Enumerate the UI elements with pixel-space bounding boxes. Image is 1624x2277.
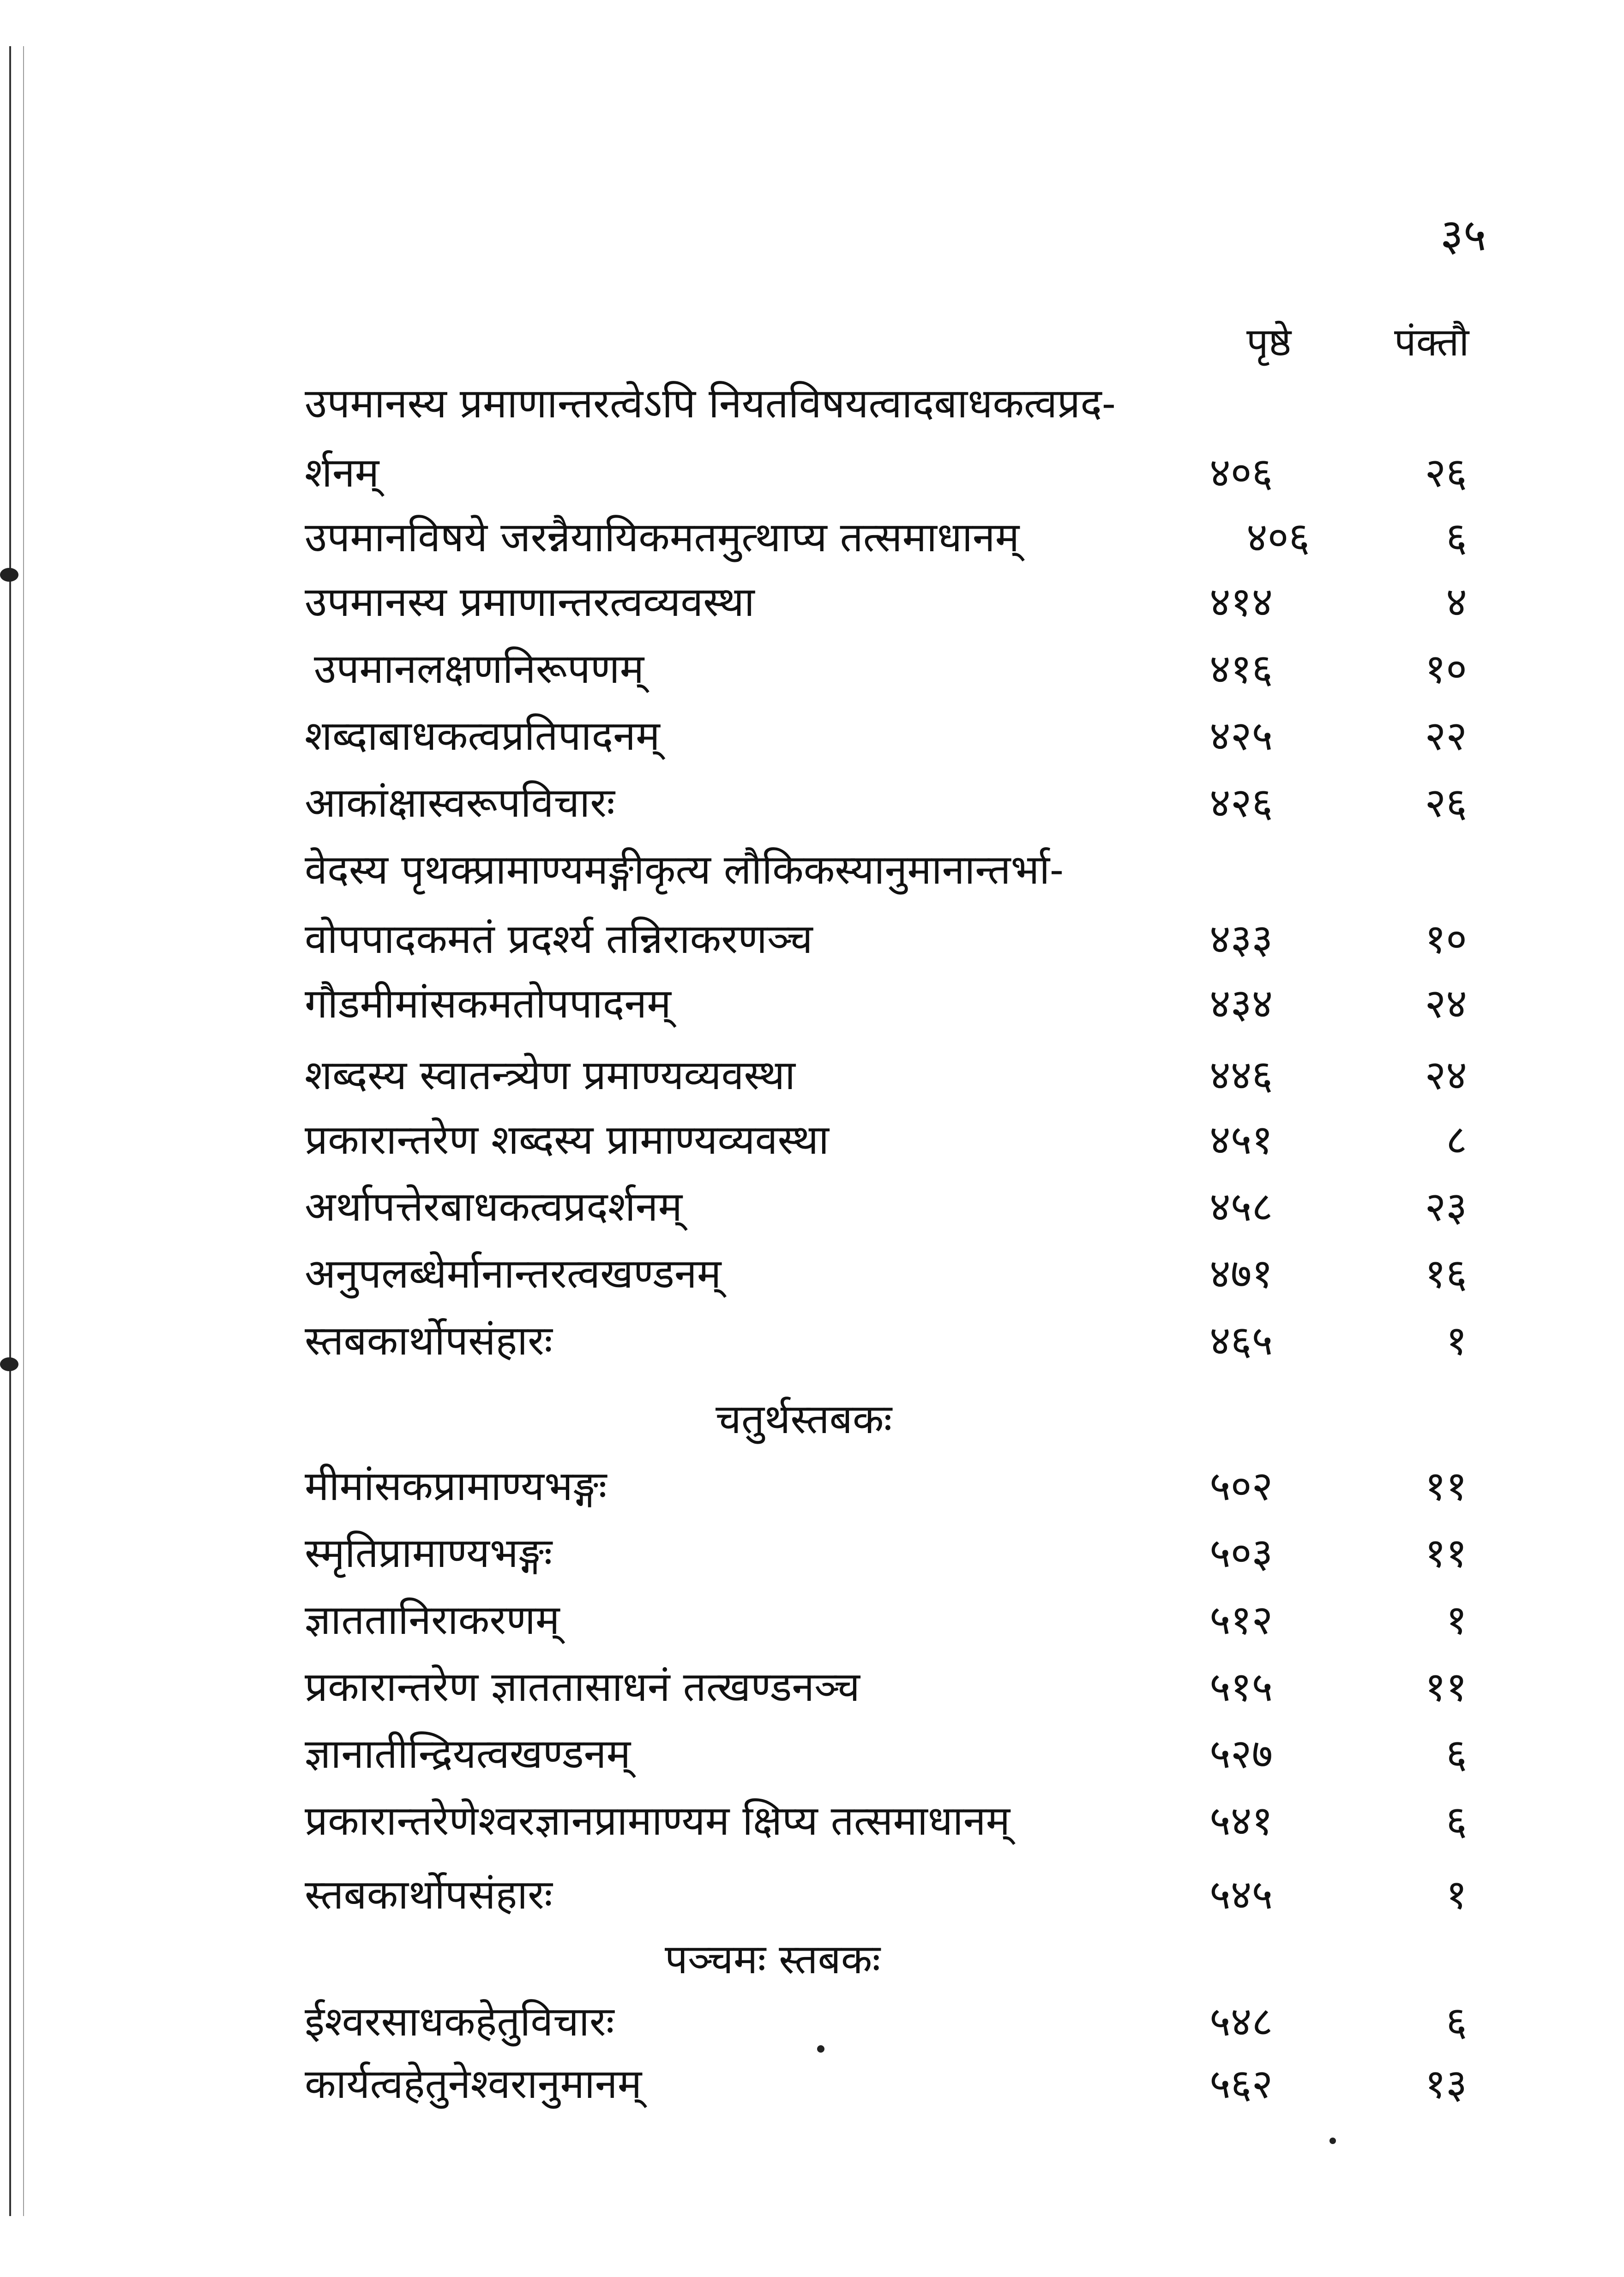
- toc-entry-title: ज्ञाततानिराकरणम्: [305, 1596, 560, 1644]
- toc-entry-title: शब्दस्य स्वातन्त्र्येण प्रमाण्यव्यवस्था: [305, 1051, 795, 1099]
- toc-entry-title: उपमानस्य प्रमाणान्तरत्वव्यवस्था: [305, 578, 755, 626]
- page-number: ३५: [1440, 209, 1486, 261]
- toc-entry-line: २३: [1425, 1183, 1467, 1230]
- toc-entry: [0, 1457, 1624, 1526]
- toc-entry-page: ४५८: [1209, 1183, 1273, 1230]
- toc-entry-line: २४: [1425, 980, 1467, 1027]
- toc-entry-title: गौडमीमांसकमतोपपादनम्: [305, 980, 671, 1027]
- toc-entry-line: २४: [1425, 1051, 1467, 1099]
- toc-entry-title: उपमानविषये जरन्नैयायिकमतमुत्थाप्य तत्समाधानम्: [305, 513, 1020, 561]
- toc-entry-page: ४१६: [1209, 645, 1273, 693]
- toc-entry: [0, 706, 1624, 776]
- toc-entry-page: ५४१: [1209, 1797, 1273, 1844]
- toc-entry: [0, 639, 1624, 709]
- toc-entry-line: १३: [1425, 2060, 1467, 2108]
- toc-entry: [0, 1992, 1624, 2061]
- toc-entry: [0, 1177, 1624, 1247]
- toc-entry-line: १६: [1425, 1250, 1467, 1297]
- toc-entry-title: स्मृतिप्रामाण्यभङ्गः: [305, 1529, 553, 1577]
- toc-entry-page: ४२६: [1209, 779, 1273, 826]
- toc-entry: [0, 1524, 1624, 1593]
- toc-entry-line: २६: [1425, 779, 1467, 826]
- toc-entry: [0, 1311, 1624, 1380]
- toc-entry-line: ११: [1425, 1663, 1467, 1711]
- toc-entry-title-line1: वेदस्य पृथक्प्रामाण्यमङ्गीकृत्य लौकिकस्यानुमानान्तर्भा-: [305, 846, 1064, 893]
- toc-entry: [0, 1724, 1624, 1794]
- toc-entry-line: १: [1446, 1596, 1467, 1644]
- toc-entry-line: १०: [1425, 645, 1467, 693]
- toc-entry-page: ४०६: [1246, 513, 1310, 561]
- toc-entry-line: १: [1446, 1871, 1467, 1918]
- toc-entry: [0, 974, 1624, 1043]
- toc-entry: [0, 1865, 1624, 1934]
- toc-entry-cont: [0, 443, 1624, 512]
- toc-entry-page: ४०६: [1209, 449, 1273, 496]
- toc-entry-title: प्रकारान्तरेणेश्वरज्ञानप्रामाण्यम क्षिप्य तत्समाधानम्: [305, 1797, 1010, 1844]
- toc-entry-page: ५१२: [1209, 1596, 1273, 1644]
- section-title: चतुर्थस्तबकः: [716, 1395, 892, 1443]
- toc-entry-page: ५२७: [1209, 1730, 1273, 1777]
- toc-entry-page: ५१५: [1209, 1663, 1273, 1711]
- toc-entry-title: अर्थापत्तेरबाधकत्वप्रदर्शनम्: [305, 1183, 683, 1230]
- toc-entry-page: ४१४: [1209, 578, 1273, 626]
- toc-entry-title: ईश्वरसाधकहेतुविचारः: [305, 1998, 614, 2045]
- toc-entry-title: शब्दाबाधकत्वप्रतिपादनम्: [305, 712, 660, 759]
- toc-entry-page: ४४६: [1209, 1051, 1273, 1099]
- toc-entry-page: ४७१: [1209, 1250, 1273, 1297]
- toc-entry-line: ६: [1446, 1998, 1467, 2045]
- toc-entry-line: ८: [1446, 1116, 1467, 1163]
- toc-entry-line: १: [1446, 1317, 1467, 1364]
- toc-entry-title: उपमानलक्षणनिरूपणम्: [314, 645, 644, 693]
- toc-entry: [0, 374, 1624, 443]
- toc-entry: [0, 1110, 1624, 1180]
- toc-entry-line: १०: [1425, 915, 1467, 963]
- toc-entry-page: ४६५: [1209, 1317, 1273, 1364]
- column-header-line: पंक्तौ: [1394, 319, 1469, 365]
- toc-entry-title: कार्यत्वहेतुनेश्वरानुमानम्: [305, 2060, 642, 2108]
- toc-entry-page: ४३३: [1209, 915, 1273, 963]
- toc-entry-title: अनुपलब्धेर्मानान्तरत्वखण्डनम्: [305, 1250, 722, 1297]
- toc-entry-line: ११: [1425, 1462, 1467, 1510]
- toc-entry: [0, 2054, 1624, 2124]
- toc-entry-page: ५४८: [1209, 1998, 1273, 2045]
- section-heading: [0, 1930, 1624, 1999]
- toc-entry-page: ४५१: [1209, 1116, 1273, 1163]
- toc-entry: [0, 1046, 1624, 1115]
- toc-entry: [0, 572, 1624, 642]
- toc-entry-page: ५०२: [1209, 1462, 1273, 1510]
- toc-entry-title: स्तबकार्थोपसंहारः: [305, 1871, 553, 1918]
- toc-entry-title: प्रकारान्तरेण शब्दस्य प्रामाण्यव्यवस्था: [305, 1116, 829, 1163]
- toc-entry-line: ११: [1425, 1529, 1467, 1577]
- toc-entry-page: ५४५: [1209, 1871, 1273, 1918]
- toc-entry: [0, 773, 1624, 843]
- toc-entry-line: ४: [1446, 578, 1467, 626]
- toc-entry-page: ५०३: [1209, 1529, 1273, 1577]
- toc-entry-cont: [0, 910, 1624, 979]
- toc-entry: [0, 1657, 1624, 1727]
- toc-entry: [0, 508, 1624, 577]
- toc-entry: [0, 1791, 1624, 1861]
- column-header-page: पृष्ठे: [1246, 319, 1292, 365]
- toc-entry-line: २६: [1425, 449, 1467, 496]
- toc-entry-page: ४२५: [1209, 712, 1273, 759]
- toc-entry-title: ज्ञानातीन्द्रियत्वखण्डनम्: [305, 1730, 631, 1777]
- toc-entry-title-line2: वोपपादकमतं प्रदर्श्य तन्निराकरणञ्च: [305, 915, 813, 963]
- toc-entry-title: आकांक्षास्वरूपविचारः: [305, 779, 615, 826]
- toc-entry-page: ५६२: [1209, 2060, 1273, 2108]
- toc-entry-title-line2: र्शनम्: [305, 449, 379, 496]
- scan-dot: [1329, 2138, 1336, 2144]
- section-heading: [0, 1390, 1624, 1459]
- toc-entry-line: २२: [1425, 712, 1467, 759]
- section-title: पञ्चमः स्तबकः: [665, 1935, 881, 1983]
- toc-entry-title: स्तबकार्थोपसंहारः: [305, 1317, 553, 1364]
- toc-entry-line: ६: [1446, 1797, 1467, 1844]
- toc-entry: [0, 1590, 1624, 1660]
- toc-entry-page: ४३४: [1209, 980, 1273, 1027]
- toc-entry-title-line1: उपमानस्य प्रमाणान्तरत्वेऽपि नियतविषयत्वादबाधकत्वप्रद-: [305, 380, 1116, 427]
- toc-entry: [0, 1244, 1624, 1313]
- toc-entry-title: प्रकारान्तरेण ज्ञाततासाधनं तत्खण्डनञ्च: [305, 1663, 860, 1711]
- toc-entry-line: ६: [1446, 1730, 1467, 1777]
- toc-entry-line: ६: [1446, 513, 1467, 561]
- toc-entry-title: मीमांसकप्रामाण्यभङ्गः: [305, 1462, 607, 1510]
- toc-entry: [0, 840, 1624, 910]
